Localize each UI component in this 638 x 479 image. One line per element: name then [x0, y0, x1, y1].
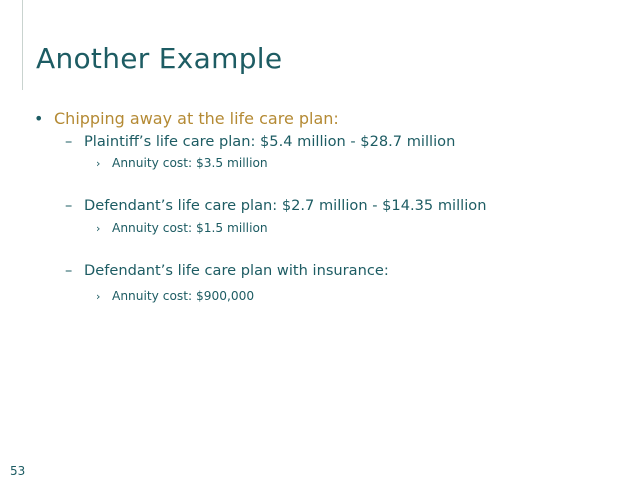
defendant-annuity-item	[96, 221, 268, 235]
insurance-annuity-text: Annuity cost: $900,000	[112, 289, 255, 303]
defendant-insurance-text: Defendant’s life care plan with insurance:	[84, 262, 389, 279]
dash-marker: –	[65, 262, 73, 279]
plaintiff-plan-text: Plaintiff’s life care plan: $5.4 million - $28.7 million	[84, 133, 456, 150]
plaintiff-annuity-item	[96, 156, 268, 170]
defendant-plan-item	[65, 197, 486, 214]
page-number: 53	[10, 464, 26, 478]
slide-title: Another Example	[36, 42, 283, 75]
title-divider	[22, 0, 23, 90]
defendant-annuity-text: Annuity cost: $1.5 million	[112, 221, 268, 235]
defendant-plan-text: Defendant’s life care plan: $2.7 million - $14.35 million	[84, 197, 487, 214]
plaintiff-annuity-text: Annuity cost: $3.5 million	[112, 156, 268, 170]
main-bullet	[34, 109, 339, 128]
bullet-marker: •	[34, 109, 44, 128]
chevron-marker: ›	[96, 290, 101, 303]
dash-marker: –	[65, 133, 73, 150]
main-bullet-text: Chipping away at the life care plan:	[54, 109, 339, 128]
dash-marker: –	[65, 197, 73, 214]
defendant-insurance-item	[65, 262, 389, 279]
chevron-marker: ›	[96, 157, 101, 170]
plaintiff-plan-item	[65, 133, 455, 150]
chevron-marker: ›	[96, 222, 101, 235]
insurance-annuity-item	[96, 289, 254, 303]
